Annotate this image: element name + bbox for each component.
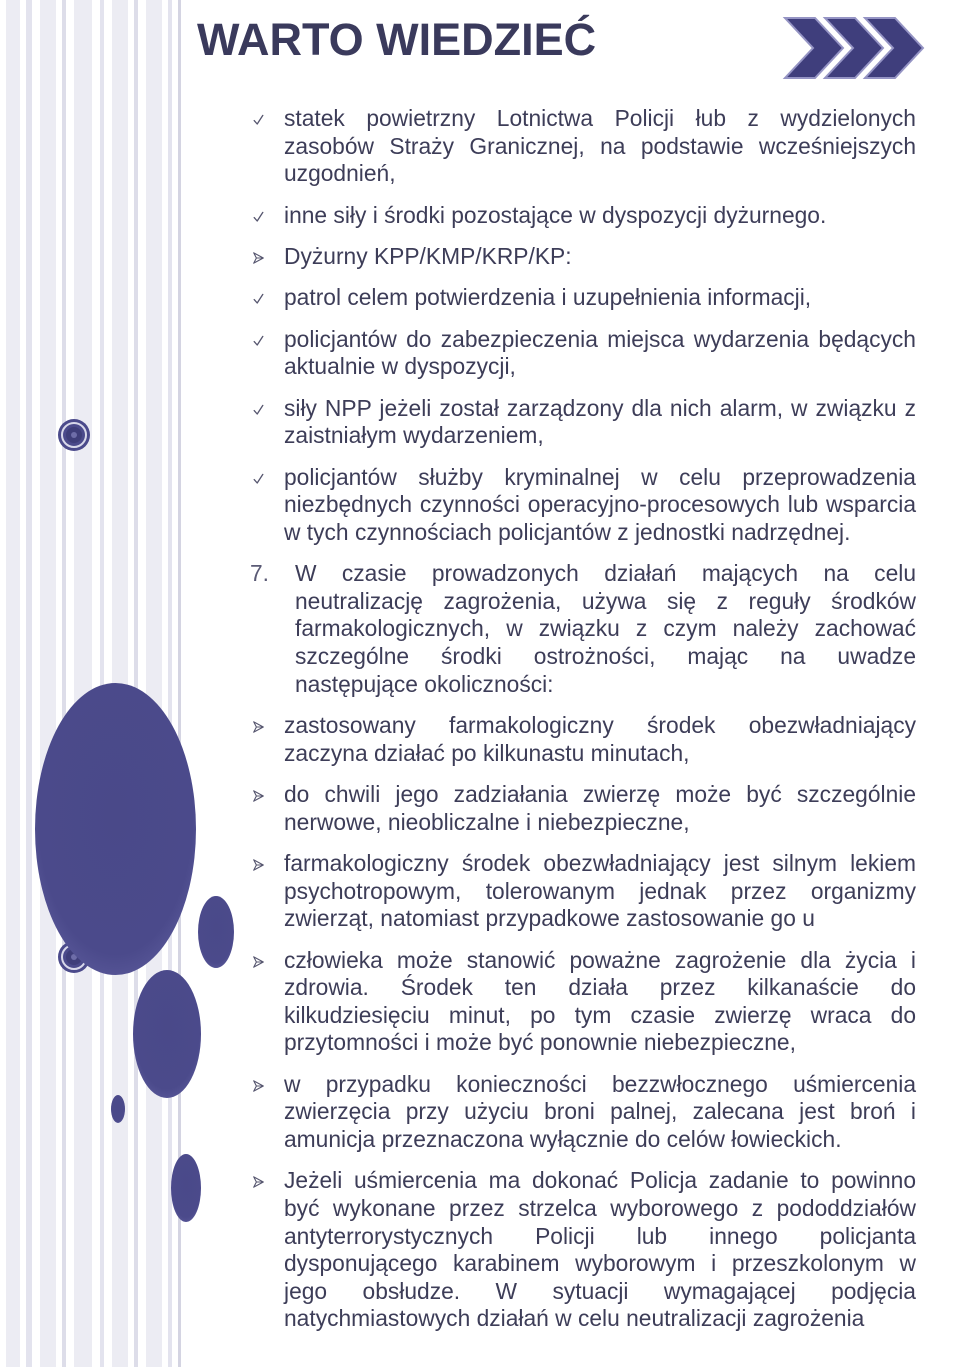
text-line: policjantów służby kryminalnej w celu przeprowadzenia — [284, 463, 916, 490]
page-title: WARTO WIEDZIEĆ — [197, 14, 597, 65]
text-line: Dyżurny KPP/KMP/KRP/KP: — [284, 242, 572, 269]
text-line: niezbędnych czynności operacyjno-procesowych lub wsparcia — [284, 491, 916, 518]
text-line: farmakologicznych, w związku z czym należy zachować — [295, 615, 916, 642]
arrow-bullet-icon — [253, 721, 264, 733]
text-line: w tych czynnościach policjantów z jednostki nadrzędnej. — [284, 518, 851, 545]
list-item — [284, 243, 916, 271]
arrow-bullet-icon — [253, 956, 264, 968]
text-line: zwierzęcia przy użyciu broni palnej, zalecana jest broń i — [284, 1098, 916, 1125]
check-icon — [253, 114, 264, 126]
list-item — [284, 395, 916, 450]
text-line: być wykonane przez strzelca wyborowego z pododdziałów — [284, 1194, 916, 1221]
list-item — [284, 202, 916, 230]
text-line: statek powietrzny Lotnictwa Policji łub z wydzielonych — [284, 105, 916, 131]
text-line: człowieka może stanowić poważne zagrożenie dla życia i — [284, 946, 916, 973]
text-line: policjantów do zabezpieczenia miejsca wydarzenia będących — [284, 325, 916, 352]
text-line: Jeżeli uśmiercenia ma dokonać Policja zadanie to powinno — [284, 1167, 916, 1194]
text-line: antyterrorystycznych Policji lub innego policjanta — [284, 1222, 916, 1249]
list-item — [284, 947, 916, 1057]
text-line: kilkudziesięciu minut, po tym czasie zwierzę wraca do — [284, 1001, 916, 1028]
text-line: następujące okoliczności: — [295, 670, 554, 697]
list-item — [284, 326, 916, 381]
text-line: siły NPP jeżeli został zarządzony dla nich alarm, w związku z — [284, 394, 916, 421]
text-line: aktualnie w dyspozycji, — [284, 353, 516, 380]
arrow-bullet-icon — [253, 1176, 264, 1188]
chevron-arrows-icon — [785, 18, 923, 78]
item-number: 7. — [250, 560, 270, 587]
text-line: inne siły i środki pozostające w dyspozycji dyżurnego. — [284, 201, 827, 228]
arrow-bullet-icon — [253, 252, 264, 264]
text-line: natychmiastowych działań w celu neutralizacji zagrożenia — [284, 1305, 865, 1332]
arrow-bullet-icon — [253, 1080, 264, 1092]
text-line: zasobów Straży Granicznej, na podstawie wcześniejszych — [284, 132, 916, 159]
list-item — [284, 712, 916, 767]
text-line: zaistniałym wydarzeniem, — [284, 422, 544, 449]
text-line: patrol celem potwierdzenia i uzupełnienia informacji, — [284, 284, 812, 311]
check-icon — [253, 211, 264, 223]
list-item — [284, 464, 916, 547]
text-line: przytomności i może być ponownie niebezpieczne, — [284, 1029, 796, 1056]
arrow-bullet-icon — [253, 790, 264, 802]
text-line: jego obsłudze. W sytuacji wymagającej podjęcia — [284, 1277, 916, 1304]
numbered-item — [250, 560, 916, 698]
text-line: szczególne środki ostrożności, mając na uwadze — [295, 643, 916, 670]
text-line: psychotropowym, tolerowanym jednak przez organizmy — [284, 877, 916, 904]
text-line: w przypadku konieczności bezzwłocznego uśmiercenia — [284, 1070, 916, 1097]
list-item — [284, 284, 916, 312]
text-line: dysponującego karabinem wyborowym i przeszkolonym w — [284, 1250, 916, 1277]
text-line: nerwowe, nieobliczalne i niebezpieczne, — [284, 808, 690, 835]
arrow-bullet-icon — [253, 859, 264, 871]
text-line: do chwili jego zadziałania zwierzę może być szczególnie — [284, 781, 916, 808]
list-item — [284, 1167, 916, 1333]
text-line: zastosowany farmakologiczny środek obezwładniający — [284, 712, 916, 739]
text-line: W czasie prowadzonych działań mających na celu — [295, 560, 916, 587]
check-icon — [253, 335, 264, 347]
list-item — [284, 850, 916, 933]
list-item — [284, 781, 916, 836]
text-line: neutralizację zagrożenia, używa się z reguły środków — [295, 587, 916, 614]
text-line: uzgodnień, — [284, 160, 396, 187]
check-icon — [253, 473, 264, 485]
list-item — [284, 1071, 916, 1154]
text-line: amunicja przeznaczona wyłącznie do celów łowieckich. — [284, 1125, 842, 1152]
text-line: farmakologiczny środek obezwładniający jest silnym lekiem — [284, 850, 916, 877]
content-list — [0, 105, 960, 1347]
text-line: zaczyna działać po kilkunastu minutach, — [284, 739, 690, 766]
text-line: zdrowia. Środek ten działa przez kilkanaście do — [284, 974, 916, 1001]
check-icon — [253, 404, 264, 416]
check-icon — [253, 293, 264, 305]
text-line: zwierząt, natomiast przypadkowe zastosowanie go u — [284, 905, 815, 932]
list-item — [284, 105, 916, 188]
